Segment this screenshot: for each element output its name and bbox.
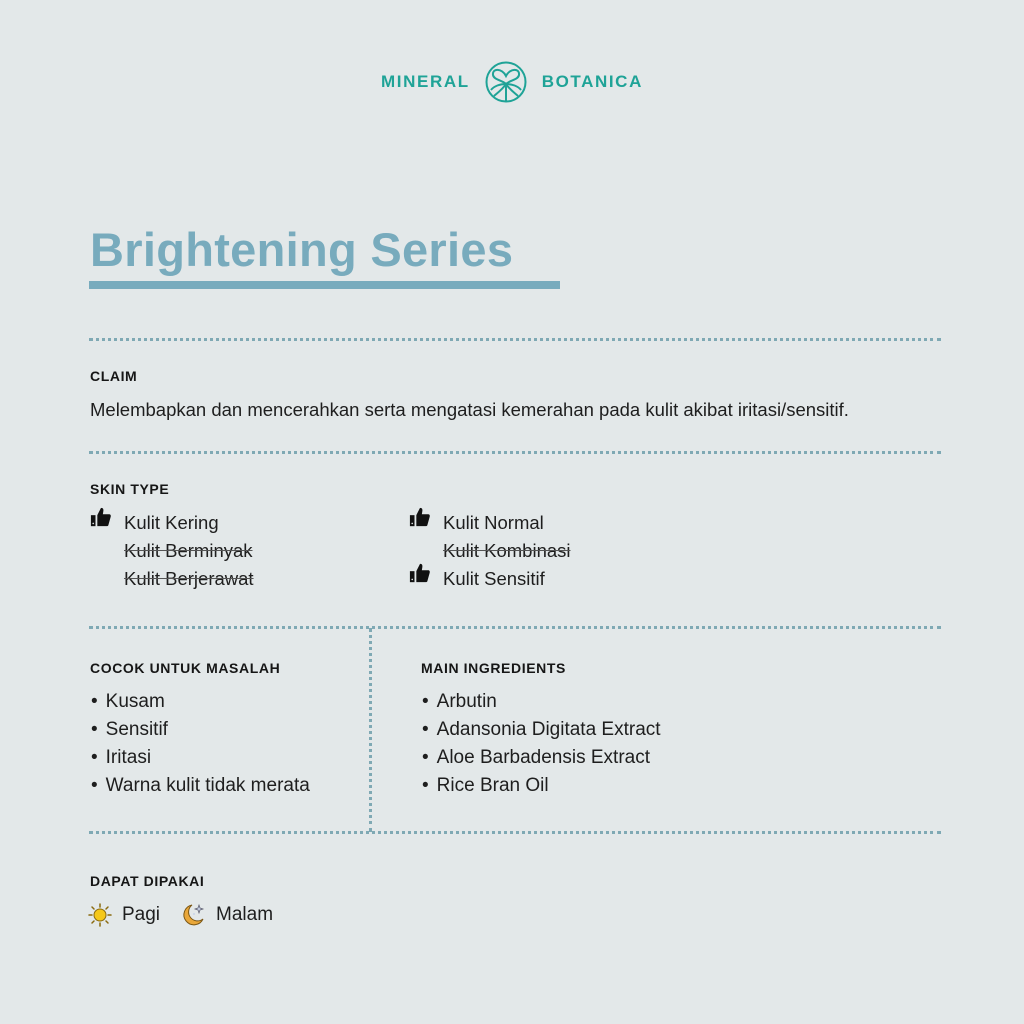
ingredients-list bbox=[422, 688, 661, 800]
moon-stars-icon bbox=[180, 902, 206, 928]
skin-type-item-unsuitable bbox=[124, 538, 253, 564]
usage-label: DAPAT DIPAKAI bbox=[90, 873, 205, 889]
skin-type-item-unsuitable bbox=[443, 538, 571, 564]
brand-right-word: BOTANICA bbox=[541, 72, 643, 91]
thumbs-up-icon bbox=[90, 506, 112, 528]
usage-list bbox=[88, 902, 273, 928]
skin-type-item-suitable bbox=[443, 510, 544, 536]
skin-type-label-text: Kulit Berjerawat bbox=[124, 568, 254, 589]
ingredient-item: • Arbutin bbox=[422, 688, 661, 716]
skin-type-item-suitable bbox=[124, 510, 219, 536]
leaf-circle-logo-icon bbox=[484, 60, 528, 104]
ingredients-label: MAIN INGREDIENTS bbox=[421, 660, 566, 676]
usage-item-morning bbox=[88, 902, 160, 928]
skin-type-label-text: Kulit Normal bbox=[443, 512, 544, 533]
page-title: Brightening Series bbox=[90, 223, 514, 276]
concern-item: • Kusam bbox=[91, 688, 310, 716]
brand-left-word: MINERAL bbox=[381, 72, 470, 91]
concern-item: • Sensitif bbox=[91, 716, 310, 744]
concern-item: • Warna kulit tidak merata bbox=[91, 772, 310, 800]
usage-item-label: Malam bbox=[216, 904, 274, 925]
skin-type-label-text: Kulit Berminyak bbox=[124, 540, 253, 561]
divider bbox=[89, 831, 941, 834]
skin-type-item-suitable bbox=[443, 566, 545, 592]
concerns-label: COCOK UNTUK MASALAH bbox=[90, 660, 281, 676]
ingredient-item: • Adansonia Digitata Extract bbox=[422, 716, 661, 744]
concern-item: • Iritasi bbox=[91, 744, 310, 772]
thumbs-up-icon bbox=[409, 562, 431, 584]
skin-type-label: SKIN TYPE bbox=[90, 481, 170, 497]
concerns-list bbox=[91, 688, 310, 800]
divider bbox=[89, 626, 941, 629]
divider bbox=[89, 338, 941, 341]
ingredient-item: • Rice Bran Oil bbox=[422, 772, 661, 800]
claim-label: CLAIM bbox=[90, 368, 138, 384]
divider bbox=[89, 451, 941, 454]
thumbs-up-icon bbox=[409, 506, 431, 528]
claim-text: Melembapkan dan mencerahkan serta mengatasi kemerahan pada kulit akibat iritasi/sensitif. bbox=[90, 399, 849, 420]
skin-type-label-text: Kulit Sensitif bbox=[443, 568, 545, 589]
usage-item-label: Pagi bbox=[122, 904, 161, 925]
skin-type-item-unsuitable bbox=[124, 566, 254, 592]
sun-icon bbox=[88, 903, 112, 927]
skin-type-label-text: Kulit Kering bbox=[124, 512, 219, 533]
vertical-divider bbox=[369, 628, 372, 832]
skin-type-label-text: Kulit Kombinasi bbox=[443, 540, 571, 561]
title-underline bbox=[89, 281, 560, 289]
brand-header bbox=[0, 62, 1024, 102]
usage-item-night bbox=[180, 902, 273, 928]
ingredient-item: • Aloe Barbadensis Extract bbox=[422, 744, 661, 772]
